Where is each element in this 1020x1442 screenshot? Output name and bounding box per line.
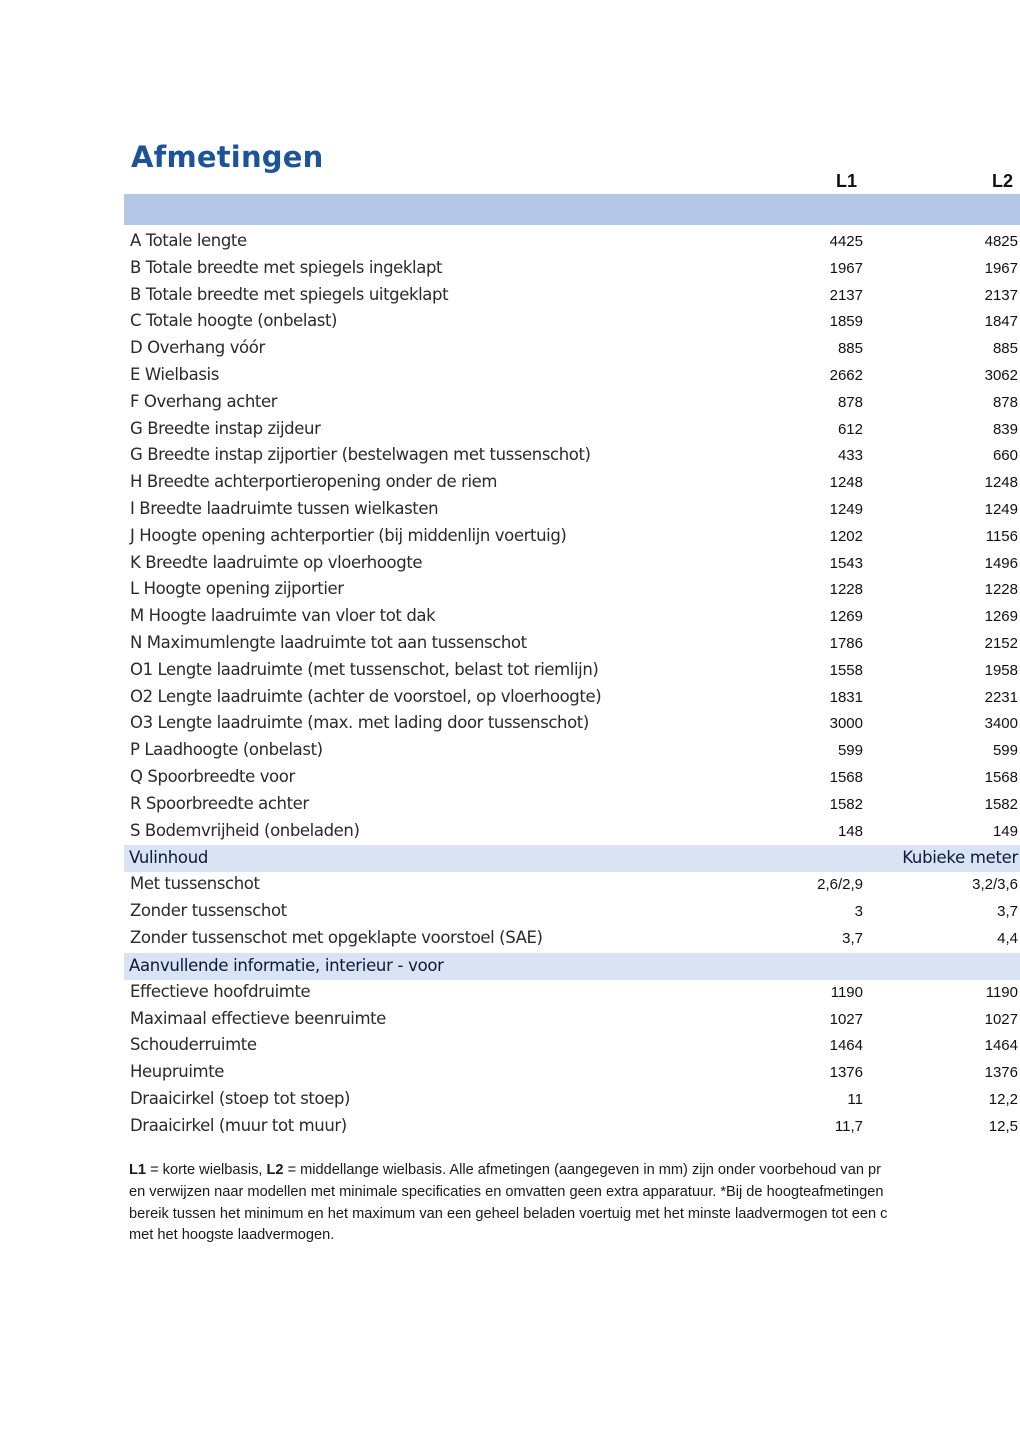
table-row (124, 899, 1020, 926)
value-l2: 1582 (984, 795, 1018, 813)
row-label: G Breedte instap zijdeur (130, 418, 321, 438)
table-row (124, 577, 1020, 604)
table-row (124, 256, 1020, 283)
table-row (124, 1033, 1020, 1060)
table-row (124, 819, 1020, 846)
value-l1: 2,6/2,9 (817, 876, 863, 894)
table-row (124, 765, 1020, 792)
value-l1: 612 (837, 420, 863, 438)
value-l1: 1967 (829, 259, 863, 277)
footnote-line: en verwijzen naar modellen met minimale specificaties en omvatten geen extra apparatuur. *Bij de hoogteafmetingen (129, 1183, 884, 1200)
value-l2: 660 (992, 447, 1018, 465)
value-l2: 1248 (984, 474, 1018, 492)
row-label: Draaicirkel (muur tot muur) (130, 1115, 347, 1135)
value-l2: 2152 (984, 634, 1018, 652)
footnote-term-l1: L1 (129, 1162, 147, 1178)
footnote: L1 = korte wielbasis, L2 = middellange wielbasis. Alle afmetingen (aangegeven in mm) zijn onder voorbehoud van pr en verwijzen naar modellen met minimale specificaties en omvatten geen extra apparatuur. *Bij de hoogteafmetingen bereik tussen het minimum en het maximum van een geheel beladen voertuig met het minste laadvermogen tot een c met het hoogste laadvermogen. (129, 1160, 1020, 1247)
row-label: Schouderruimte (130, 1035, 257, 1055)
value-l1: 1831 (829, 688, 863, 706)
value-l1: 1786 (829, 634, 863, 652)
value-l1: 148 (837, 822, 863, 840)
value-l1: 433 (837, 447, 863, 465)
table-row (124, 631, 1020, 658)
row-label: Zonder tussenschot (130, 901, 287, 921)
row-label: Effectieve hoofdruimte (130, 981, 311, 1001)
row-label: L Hoogte opening zijportier (130, 579, 344, 599)
value-l1: 11 (847, 1090, 863, 1108)
row-label: C Totale hoogte (onbelast) (130, 311, 338, 331)
table-row (124, 658, 1020, 685)
row-label: P Laadhoogte (onbelast) (130, 740, 323, 760)
row-label: O1 Lengte laadruimte (met tussenschot, belast tot riemlijn) (130, 659, 599, 679)
row-label: A Totale lengte (130, 231, 247, 250)
table-row (124, 283, 1020, 310)
row-label: B Totale breedte met spiegels ingeklapt (130, 257, 443, 277)
value-l2: 12,5 (988, 1117, 1018, 1135)
table-row (124, 926, 1020, 953)
value-l1: 885 (837, 340, 863, 358)
value-l1: 1376 (829, 1064, 863, 1082)
value-l2: 1156 (985, 527, 1018, 545)
row-label: D Overhang vóór (130, 338, 265, 358)
table-row (124, 1060, 1020, 1087)
table-row (124, 980, 1020, 1007)
value-l1: 1202 (829, 527, 863, 545)
table-row (124, 229, 1020, 256)
row-label: G Breedte instap zijportier (bestelwagen met tussenschot) (130, 445, 591, 465)
value-l2: 3,2/3,6 (972, 876, 1018, 894)
value-l2: 12,2 (988, 1090, 1018, 1108)
row-label: E Wielbasis (130, 364, 219, 384)
table-row (124, 872, 1020, 899)
value-l1: 1558 (829, 661, 863, 679)
table-row (124, 1007, 1020, 1034)
value-l2: 1269 (984, 608, 1018, 626)
row-label: N Maximumlengte laadruimte tot aan tussenschot (130, 632, 527, 652)
value-l1: 878 (837, 393, 863, 411)
row-label: H Breedte achterportieropening onder de riem (130, 472, 498, 492)
table-row (124, 524, 1020, 551)
table-row (124, 336, 1020, 363)
table-row (124, 711, 1020, 738)
value-l1: 1190 (830, 983, 863, 1001)
value-l1: 1859 (829, 313, 863, 331)
table-row (124, 1087, 1020, 1114)
value-l1: 1568 (829, 768, 863, 786)
column-header-l2: L2 (992, 171, 1014, 191)
section-header-interieur (124, 953, 1020, 980)
value-l2: 1967 (984, 259, 1018, 277)
value-l2: 1847 (984, 313, 1018, 331)
section-title: Vulinhoud (129, 848, 209, 868)
value-l1: 1249 (829, 500, 863, 518)
value-l2: 1496 (984, 554, 1018, 572)
row-label: Heupruimte (130, 1062, 225, 1082)
table-row (124, 738, 1020, 765)
table-row (124, 497, 1020, 524)
value-l2: 2137 (984, 286, 1018, 304)
value-l2: 3,7 (997, 903, 1018, 921)
value-l1: 1248 (829, 474, 863, 492)
value-l2: 3400 (984, 715, 1018, 733)
row-label: Met tussenschot (130, 874, 260, 894)
value-l1: 1543 (829, 554, 863, 572)
row-label: I Breedte laadruimte tussen wielkasten (130, 498, 439, 518)
row-label: Q Spoorbreedte voor (130, 766, 295, 786)
value-l2: 599 (992, 742, 1018, 760)
value-l1: 3 (854, 903, 863, 921)
row-label: Zonder tussenschot met opgeklapte voorstoel (SAE) (130, 927, 543, 947)
value-l2: 1027 (984, 1010, 1018, 1028)
value-l1: 11,7 (834, 1117, 863, 1135)
row-label: Draaicirkel (stoep tot stoep) (130, 1088, 351, 1108)
value-l1: 599 (837, 742, 863, 760)
table-row (124, 685, 1020, 712)
value-l1: 2137 (829, 286, 863, 304)
footnote-term-l2: L2 (266, 1162, 284, 1178)
value-l2: 2231 (984, 688, 1018, 706)
row-label: M Hoogte laadruimte van vloer tot dak (130, 606, 436, 626)
row-label: O2 Lengte laadruimte (achter de voorstoel, op vloerhoogte) (130, 686, 602, 706)
value-l1: 1582 (829, 795, 863, 813)
value-l2: 1376 (984, 1064, 1018, 1082)
value-l2: 839 (992, 420, 1018, 438)
value-l2: 1464 (984, 1037, 1018, 1055)
dimensions-table (124, 229, 1020, 1141)
table-row (124, 470, 1020, 497)
row-label: B Totale breedte met spiegels uitgeklapt (130, 284, 449, 304)
value-l1: 3000 (829, 715, 863, 733)
table-row (124, 390, 1020, 417)
footnote-text: = middellange wielbasis. Alle afmetingen (aangegeven in mm) zijn onder voorbehoud van pr (283, 1162, 881, 1178)
table-row (124, 551, 1020, 578)
unit-label: Kubieke meter (902, 848, 1018, 868)
value-l2: 1190 (985, 983, 1018, 1001)
table-row (124, 417, 1020, 444)
table-row (124, 1114, 1020, 1141)
row-label: F Overhang achter (130, 391, 278, 411)
value-l1: 3,7 (842, 929, 863, 947)
value-l1: 1228 (829, 581, 863, 599)
value-l2: 3062 (984, 366, 1018, 384)
footnote-line: met het hoogste laadvermogen. (129, 1227, 335, 1244)
value-l2: 4825 (984, 233, 1018, 250)
value-l2: 885 (992, 340, 1018, 358)
value-l1: 1464 (829, 1037, 863, 1055)
table-row (124, 363, 1020, 390)
table-row (124, 309, 1020, 336)
value-l2: 1568 (984, 768, 1018, 786)
row-label: S Bodemvrijheid (onbeladen) (130, 820, 360, 840)
section-header-vulinhoud (124, 845, 1020, 872)
section-title: Aanvullende informatie, interieur - voor (129, 955, 444, 975)
value-l2: 1958 (984, 661, 1018, 679)
table-row (124, 443, 1020, 470)
value-l2: 878 (992, 393, 1018, 411)
value-l2: 1249 (984, 500, 1018, 518)
row-label: K Breedte laadruimte op vloerhoogte (130, 552, 423, 572)
header-band (124, 194, 1020, 225)
value-l2: 1228 (984, 581, 1018, 599)
value-l1: 1027 (829, 1010, 863, 1028)
footnote-line: bereik tussen het minimum en het maximum van een geheel beladen voertuig met het minste laadvermogen tot een c (129, 1205, 888, 1222)
value-l2: 4,4 (997, 929, 1018, 947)
value-l1: 2662 (829, 366, 863, 384)
value-l1: 1269 (829, 608, 863, 626)
row-label: O3 Lengte laadruimte (max. met lading door tussenschot) (130, 713, 589, 733)
table-row (124, 792, 1020, 819)
page-title: Afmetingen (131, 140, 324, 174)
column-header-l1: L1 (836, 171, 858, 191)
footnote-text: = korte wielbasis (146, 1162, 259, 1178)
value-l1: 4425 (829, 233, 863, 250)
row-label: Maximaal effectieve beenruimte (130, 1008, 386, 1028)
table-row (124, 604, 1020, 631)
row-label: R Spoorbreedte achter (130, 793, 309, 813)
value-l2: 149 (992, 822, 1018, 840)
row-label: J Hoogte opening achterportier (bij middenlijn voertuig) (130, 525, 567, 545)
